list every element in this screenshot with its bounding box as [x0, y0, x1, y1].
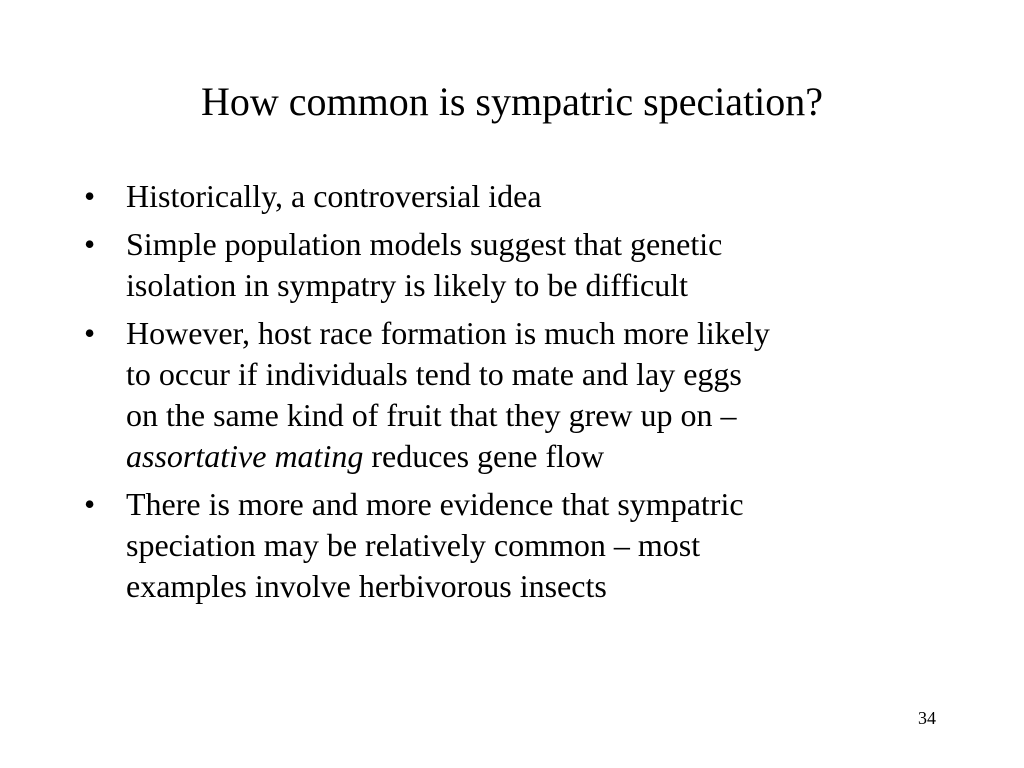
bullet-line: Simple population models suggest that genetic: [126, 226, 723, 262]
bullet-marker: •: [84, 226, 96, 262]
bullet-item: [84, 224, 944, 306]
emphasis-text: assortative mating: [126, 438, 364, 474]
bullet-item: [84, 313, 944, 477]
bullet-line: Historically, a controversial idea: [126, 178, 542, 214]
bullet-line: to occur if individuals tend to mate and lay eggs: [126, 356, 742, 392]
bullet-line: isolation in sympatry is likely to be difficult: [126, 267, 689, 303]
bullet-line-mixed: [126, 436, 944, 477]
bullet-line: speciation may be relatively common – most: [126, 527, 701, 563]
bullet-item: [84, 176, 944, 217]
bullet-line: on the same kind of fruit that they grew up on –: [126, 397, 737, 433]
bullet-marker: •: [84, 486, 96, 522]
bullet-line: examples involve herbivorous insects: [126, 568, 607, 604]
bullet-line-rest: reduces gene flow: [363, 438, 605, 474]
bullet-marker: •: [84, 178, 96, 214]
bullet-item: [84, 484, 944, 607]
page-number: 34: [918, 708, 936, 728]
slide-title: How common is sympatric speciation?: [200, 79, 824, 124]
bullet-line: However, host race formation is much more likely: [126, 315, 770, 351]
bullet-line: There is more and more evidence that sympatric: [126, 486, 744, 522]
bullet-marker: •: [84, 315, 96, 351]
bullet-list: [84, 176, 944, 614]
